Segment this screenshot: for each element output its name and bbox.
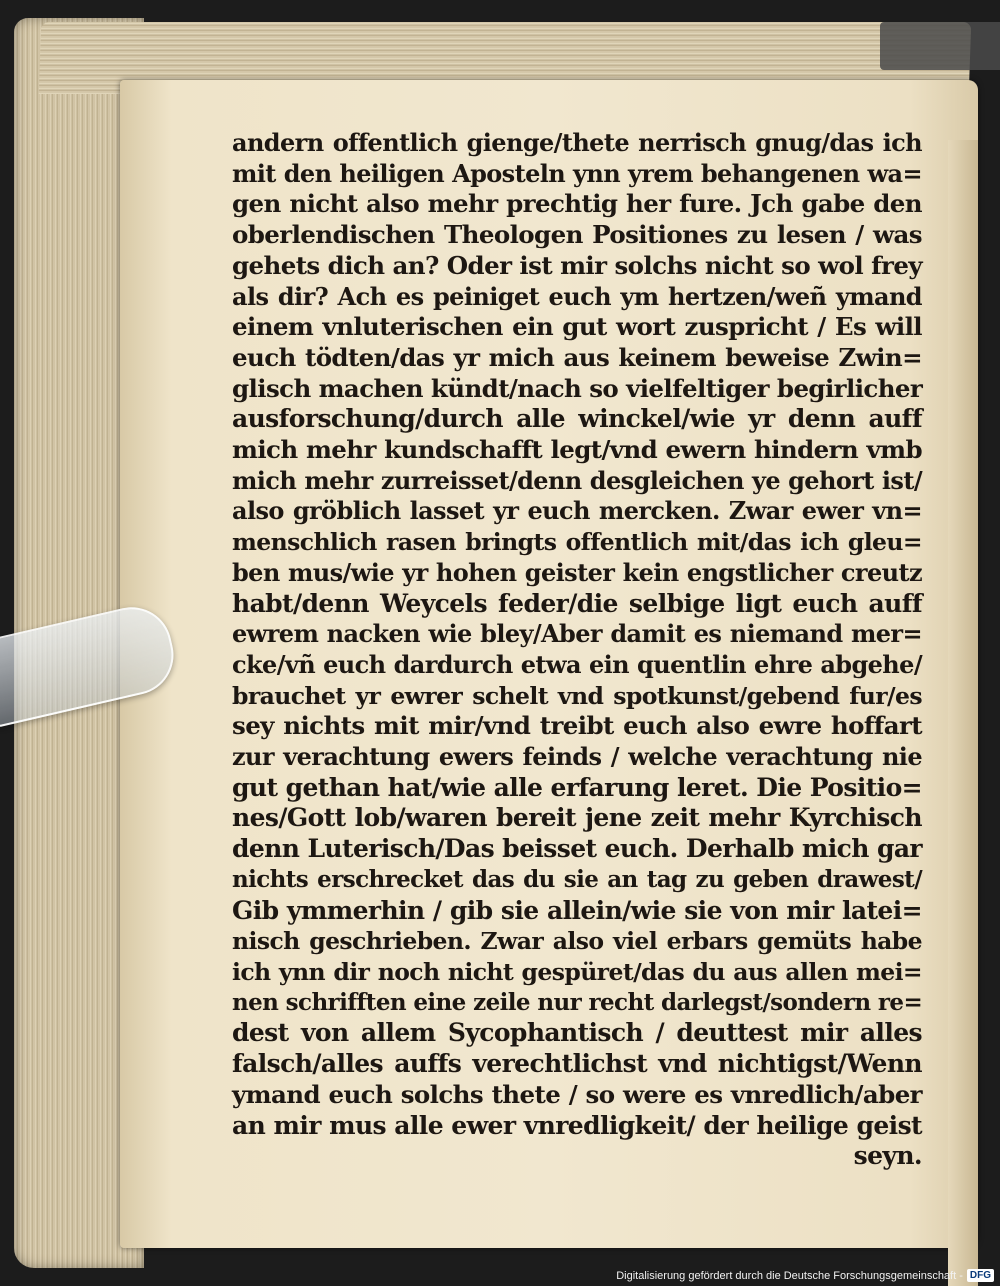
text-line: mit den heiligen Aposteln ynn yrem behangenen wa=: [232, 158, 922, 188]
text-line: gen nicht also mehr prechtig her fure. Jch gabe den: [232, 189, 922, 219]
text-line: als dir? Ach es peiniget euch ym hertzen/weñ ymand: [232, 281, 922, 311]
text-line: denn Luterisch/Das beisset euch. Derhalb mich gar: [232, 834, 922, 864]
text-line: gehets dich an? Oder ist mir solchs nicht so wol frey: [232, 250, 922, 280]
credit-text: Digitalisierung gefördert durch die Deutsche Forschungsgemeinschaft -: [616, 1269, 963, 1282]
text-line: nes/Gott lob/waren bereit jene zeit mehr Kyrchisch: [232, 803, 922, 833]
text-line: glisch machen kündt/nach so vielfeltiger begirlicher: [232, 373, 923, 403]
text-line: brauchet yr ewrer schelt vnd spotkunst/gebend fur/es: [232, 681, 922, 710]
printed-page: [120, 80, 978, 1248]
text-line: euch tödten/das yr mich aus keinem beweise Zwin=: [232, 342, 922, 372]
catchword: seyn.: [853, 1141, 922, 1171]
text-line: zur verachtung ewers feinds / welche verachtung nie: [232, 742, 922, 772]
text-line: falsch/alles auffs verechtlichst vnd nichtigst/Wenn: [232, 1049, 922, 1079]
text-line: dest von allem Sycophantisch / deuttest mir alles: [232, 1018, 922, 1048]
book-cover-corner: [880, 22, 1000, 70]
text-line: ymand euch solchs thete / so were es vnredlich/aber: [232, 1079, 922, 1109]
text-line: also gröblich lasset yr euch mercken. Zwar ewer vn=: [232, 496, 922, 526]
text-line: nen schrifften eine zeile nur recht darlegst/sondern re=: [232, 988, 923, 1016]
text-line: sey nichts mit mir/vnd treibt euch also ewre hoffart: [232, 711, 922, 741]
dfg-logo: DFG: [967, 1269, 994, 1282]
text-line: andern offentlich gienge/thete nerrisch gnug/das ich: [232, 128, 922, 157]
digitization-credit: [616, 1269, 994, 1282]
page-right-edge: [948, 140, 978, 1286]
text-line: ben mus/wie yr hohen geister kein engstlicher creutz: [232, 557, 922, 587]
text-line: gut gethan hat/wie alle erfarung leret. Die Positio=: [232, 772, 922, 802]
text-line: mich mehr zurreisset/denn desgleichen ye gehort ist/: [232, 465, 922, 495]
blackletter-text-block: [232, 128, 922, 1172]
text-line: habt/denn Weycels feder/die selbige ligt euch auff: [232, 588, 922, 618]
text-line: ewrem nacken wie bley/Aber damit es niemand mer=: [232, 619, 922, 649]
text-line: nisch geschrieben. Zwar also viel erbars gemüts habe: [232, 927, 922, 956]
text-line: einem vnluterischen ein gut wort zuspricht / Es will: [232, 312, 922, 342]
text-line: mich mehr kundschafft legt/vnd ewern hindern vmb: [232, 435, 922, 465]
text-line: cke/vñ euch dardurch etwa ein quentlin ehre abgehe/: [232, 649, 922, 679]
text-line: ausforschung/durch alle winckel/wie yr denn auff: [232, 404, 922, 434]
text-line: oberlendischen Theologen Positiones zu lesen / was: [232, 220, 922, 250]
text-line: nichts erschrecket das du sie an tag zu geben drawest/: [232, 865, 922, 893]
text-line: Gib ymmerhin / gib sie allein/wie sie von mir latei=: [232, 895, 922, 925]
text-line: ich ynn dir noch nicht gespüret/das du aus allen mei=: [232, 957, 922, 986]
text-line: an mir mus alle ewer vnredligkeit/ der heilige geist: [232, 1110, 922, 1140]
text-line: menschlich rasen bringts offentlich mit/das ich gleu=: [232, 528, 922, 557]
